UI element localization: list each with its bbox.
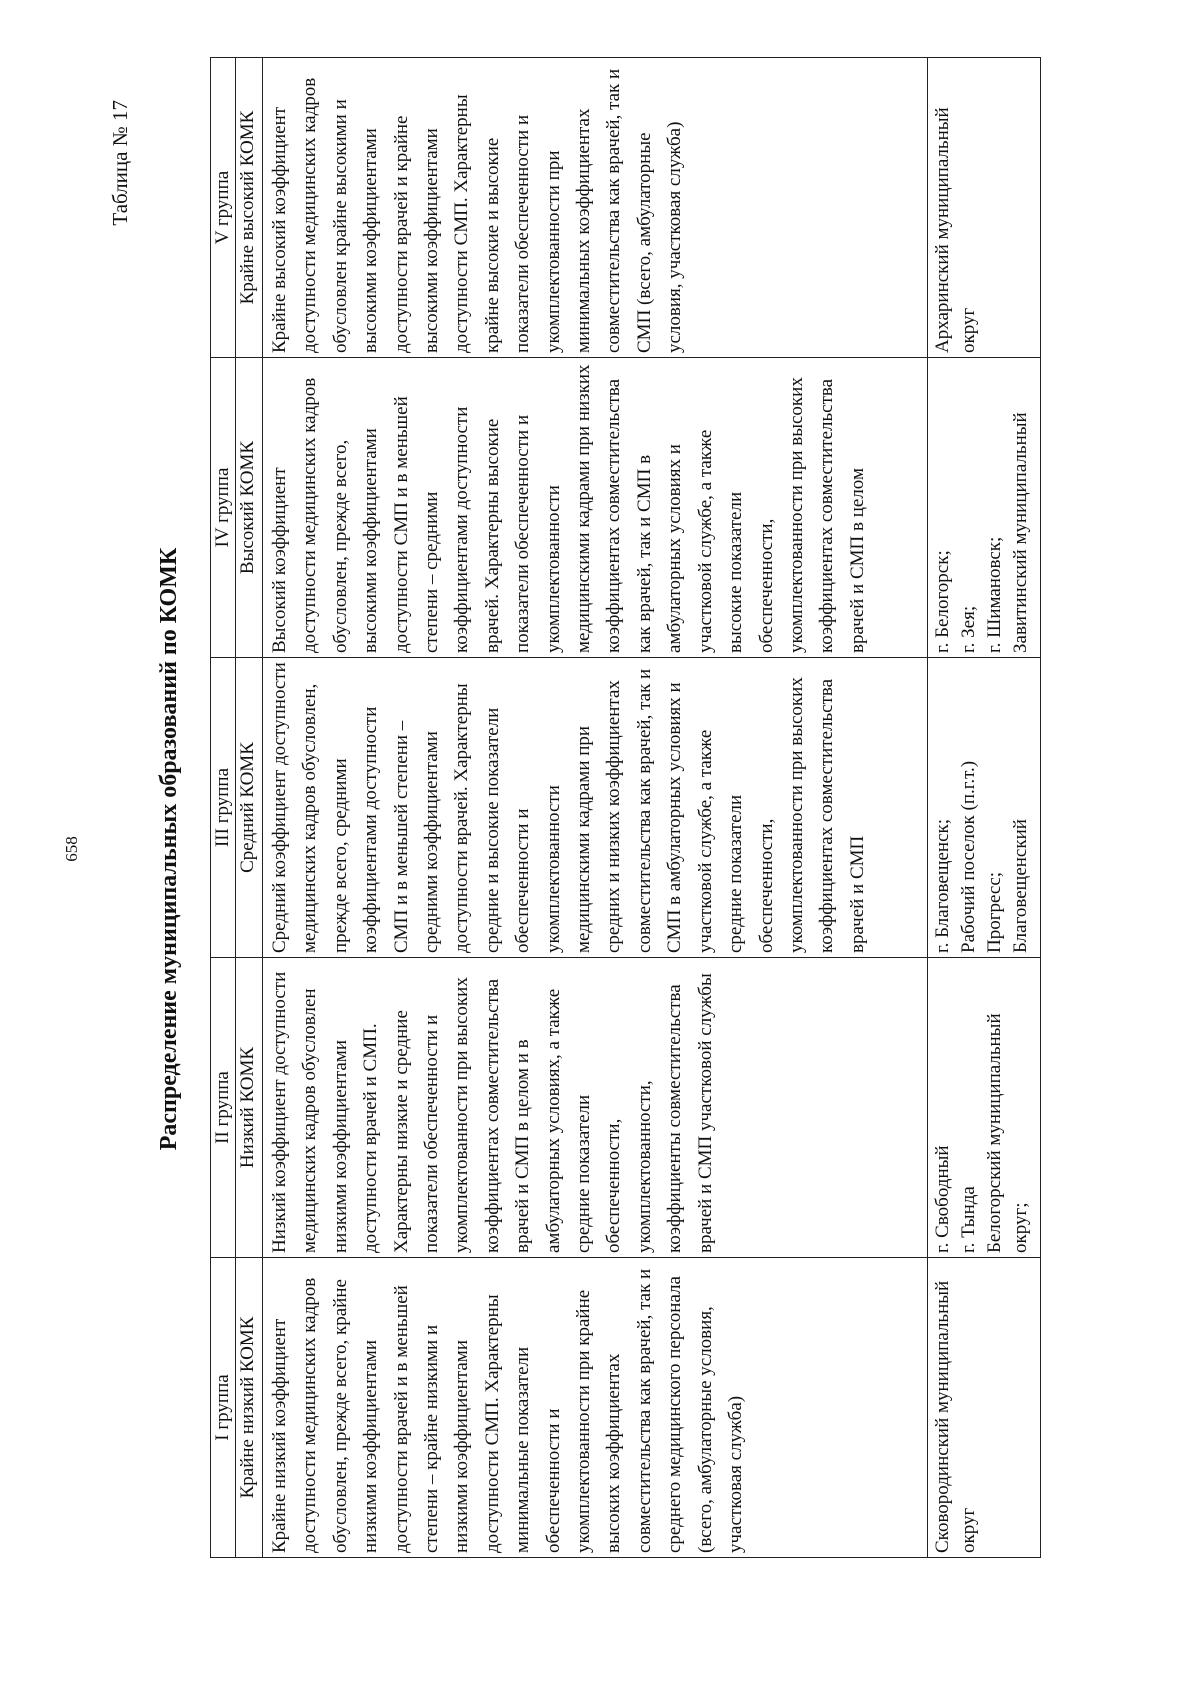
- group-header-5: V группа: [211, 58, 236, 358]
- level-header-5: Крайне высокий КОМК: [236, 58, 263, 358]
- level-header-2: Низкий КОМК: [236, 958, 263, 1258]
- level-header-1: Крайне низкий КОМК: [236, 1258, 263, 1558]
- distribution-table: [210, 57, 1041, 1558]
- municipalities-cell-5: [928, 58, 1041, 358]
- municipality-name: Прогресс;: [984, 871, 1005, 953]
- group-header-4: IV группа: [211, 358, 236, 658]
- municipality-name: Рабочий поселок (п.г.т.): [958, 760, 979, 953]
- description-cell-1: Крайне низкий коэффициент доступности медицинских кадров обусловлен, прежде всего, крайне низкими коэффициентами доступности врачей и в меньшей степени – крайне низкими и низкими коэффициентами доступности СМП. Характерны минимальные показатели обеспеченности и укомплектованности при крайне высоких коэффициентах совместительства как врачей, так и среднего медицинского персонала (всего, амбулаторные условия, участковая служба): [263, 1258, 928, 1558]
- municipality-name: Завитинский муниципальный: [1010, 412, 1031, 653]
- municipalities-cell-1: [928, 1258, 1041, 1558]
- group-header-3: III группа: [211, 658, 236, 958]
- municipalities-row: [928, 58, 1041, 1558]
- municipalities-cell-2: [928, 958, 1041, 1258]
- group-header-row: [211, 58, 236, 1558]
- level-header-3: Средний КОМК: [236, 658, 263, 958]
- level-header-4: Высокий КОМК: [236, 358, 263, 658]
- group-header-1: I группа: [211, 1258, 236, 1558]
- group-header-2: II группа: [211, 958, 236, 1258]
- municipalities-cell-3: [928, 658, 1041, 958]
- municipality-name: г. Тында: [958, 1186, 979, 1253]
- description-cell-4: Высокий коэффициент доступности медицинских кадров обусловлен, прежде всего, высокими коэффициентами доступности СМП и в меньшей степени – средними коэффициентами доступности врачей. Характерны высокие показатели обеспеченности и укомплектованности медицинскими кадрами при низких коэффициентах совместительства как врачей, так и СМП в амбулаторных условиях и участковой службе, а также высокие показатели обеспеченности, укомплектованности при высоких коэффициентах совместительства врачей и СМП в целом: [263, 358, 928, 658]
- page-number: 658: [62, 836, 81, 862]
- municipality-name: Архаринский муниципальный округ: [932, 107, 979, 353]
- table-number: Таблица № 17: [108, 100, 132, 226]
- municipality-name: Белогорский муниципальный округ;: [984, 1013, 1031, 1253]
- municipality-name: г. Благовещенск;: [932, 818, 953, 953]
- municipality-name: г. Шимановск;: [984, 536, 1005, 653]
- description-cell-3: Средний коэффициент доступности медицинских кадров обусловлен, прежде всего, средними коэффициентами доступности СМП и в меньшей степени – средними коэффициентами доступности врачей. Характерны средние и высокие показатели обеспеченности и укомплектованности медицинскими кадрами при средних и низких коэффициентах совместительства как врачей, так и СМП в амбулаторных условиях и участковой службе, а также средние показатели обеспеченности, укомплектованности при высоких коэффициентах совместительства врачей и СМП: [263, 658, 928, 958]
- municipality-name: Сковородинский муниципальный округ: [932, 1280, 979, 1553]
- description-row: [263, 58, 928, 1558]
- description-cell-2: Низкий коэффициент доступности медицинских кадров обусловлен низкими коэффициентами доступности врачей и СМП. Характерны низкие и средние показатели обеспеченности и укомплектованности при высоких коэффициентах совместительства врачей и СМП в целом и в амбулаторных условиях, а также средние показатели обеспеченности, укомплектованности, коэффициенты совместительства врачей и СМП участковой службы: [263, 958, 928, 1258]
- municipalities-cell-4: [928, 358, 1041, 658]
- municipality-name: г. Зея;: [958, 605, 979, 653]
- municipality-name: г. Свободный: [932, 1145, 953, 1253]
- table-title: Распределение муниципальных образований по КОМК: [156, 547, 182, 1151]
- municipality-name: Благовещенский: [1010, 819, 1031, 953]
- municipality-name: г. Белогорск;: [932, 550, 953, 653]
- level-header-row: [236, 58, 263, 1558]
- description-cell-5: Крайне высокий коэффициент доступности медицинских кадров обусловлен крайне высокими и высокими коэффициентами доступности врачей и крайне высокими коэффициентами доступности СМП. Характерны крайне высокие и высокие показатели обеспеченности и укомплектованности при минимальных коэффициентах совместительства как врачей, так и СМП (всего, амбулаторные условия, участковая служба): [263, 58, 928, 358]
